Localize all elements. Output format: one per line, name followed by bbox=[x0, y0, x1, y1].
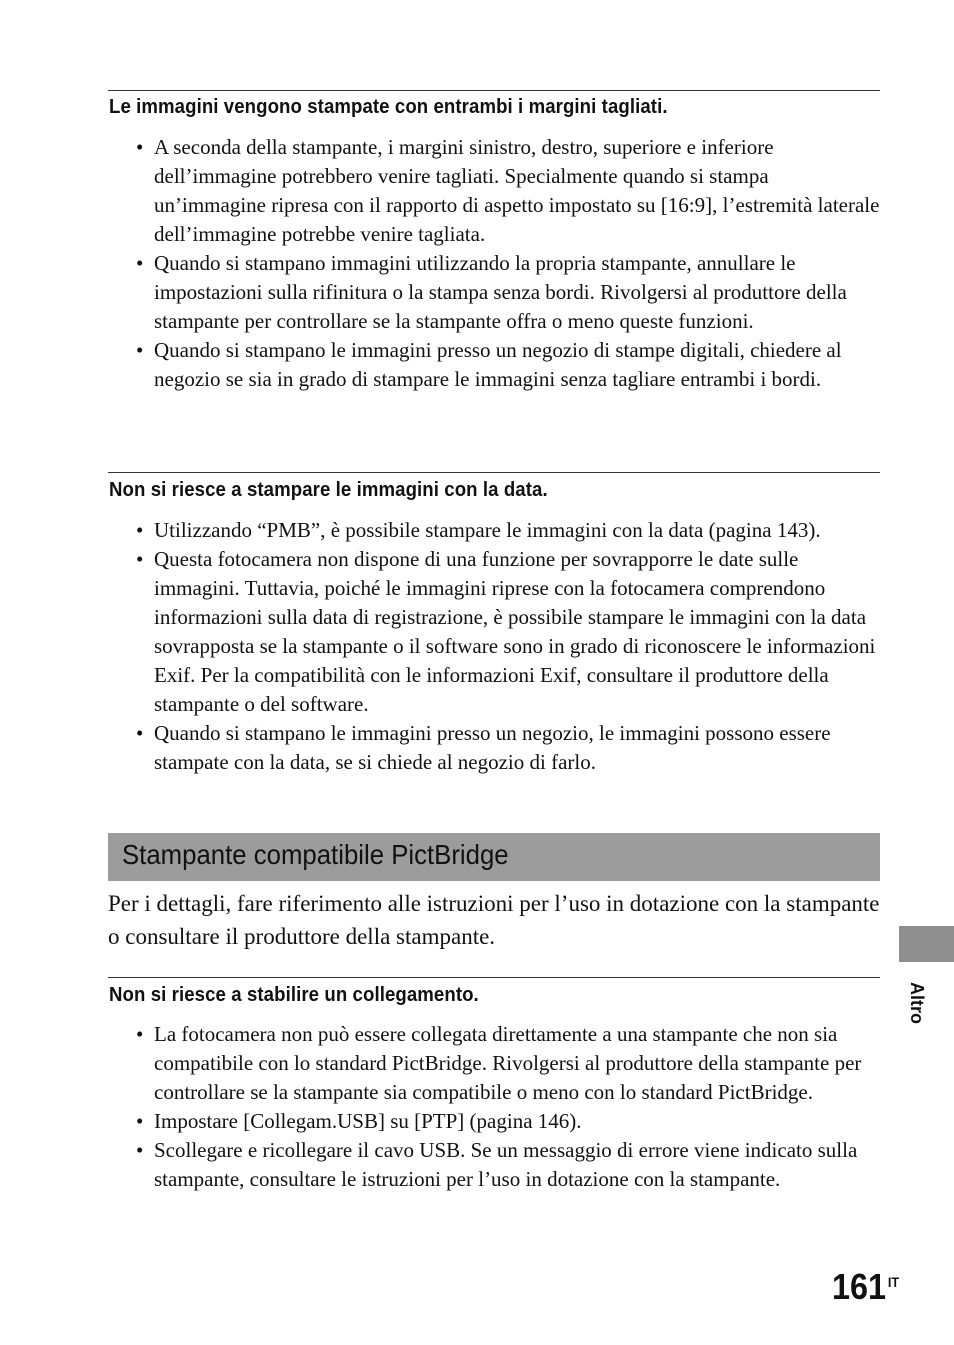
side-tab-label: Altro bbox=[907, 982, 927, 1024]
list-item: • Scollegare e ricollegare il cavo USB. Se un messaggio di errore viene indicato sulla stampante, consultare le istruzioni per l’uso in dotazione con la stampante. bbox=[135, 1136, 880, 1194]
bullet-list bbox=[135, 516, 880, 777]
list-item: • Quando si stampano le immagini presso un negozio di stampe digitali, chiedere al negozio se sia in grado di stampare le immagini senza tagliare entrambi i bordi. bbox=[135, 336, 880, 394]
list-item: • A seconda della stampante, i margini sinistro, destro, superiore e inferiore dell’immagine potrebbero venire tagliati. Specialmente quando si stampa un’immagine ripresa con il rapporto di aspetto impostato su [16:9], l’estremità laterale dell’immagine potrebbe venire tagliata. bbox=[135, 133, 880, 249]
section-heading: Le immagini vengono stampate con entrambi i margini tagliati. bbox=[109, 96, 668, 118]
bullet-list bbox=[135, 1020, 880, 1194]
list-item: • Utilizzando “PMB”, è possibile stampare le immagini con la data (pagina 143). bbox=[135, 516, 880, 545]
side-tab-marker bbox=[899, 926, 954, 962]
page-number-value: 161 bbox=[832, 1266, 887, 1307]
section-rule bbox=[108, 90, 880, 91]
band-title: Stampante compatibile PictBridge bbox=[122, 839, 509, 870]
bullet-list bbox=[135, 133, 880, 394]
list-item: • Quando si stampano immagini utilizzando la propria stampante, annullare le impostazioni sulla rifinitura o la stampa senza bordi. Rivolgersi al produttore della stampante per controllare se la stampante offra o meno queste funzioni. bbox=[135, 249, 880, 336]
section-rule bbox=[108, 472, 880, 473]
list-item: • Quando si stampano le immagini presso un negozio, le immagini possono essere stampate con la data, se si chiede al negozio di farlo. bbox=[135, 719, 880, 777]
section-band bbox=[108, 833, 880, 881]
list-item: • La fotocamera non può essere collegata direttamente a una stampante che non sia compatibile con lo standard PictBridge. Rivolgersi al produttore della stampante per controllare se la stampante sia compatibile o meno con lo standard PictBridge. bbox=[135, 1020, 880, 1107]
section-rule bbox=[108, 977, 880, 978]
section-heading: Non si riesce a stabilire un collegamento. bbox=[109, 984, 479, 1006]
list-item: • Questa fotocamera non dispone di una funzione per sovrapporre le date sulle immagini. Tuttavia, poiché le immagini riprese con la fotocamera comprendono informazioni sulla data di registrazione, è possibile stampare le immagini con la data sovrapposta se la stampante o il software sono in grado di riconoscere le informazioni Exif. Per la compatibilità con le informazioni Exif, consultare il produttore della stampante o del software. bbox=[135, 545, 880, 719]
page-number bbox=[832, 1266, 899, 1308]
section-heading: Non si riesce a stampare le immagini con la data. bbox=[109, 479, 548, 501]
list-item: • Impostare [Collegam.USB] su [PTP] (pagina 146). bbox=[135, 1107, 880, 1136]
page-language-code: IT bbox=[887, 1274, 900, 1290]
intro-paragraph: Per i dettagli, fare riferimento alle istruzioni per l’uso in dotazione con la stampante o consultare il produttore della stampante. bbox=[108, 891, 880, 949]
